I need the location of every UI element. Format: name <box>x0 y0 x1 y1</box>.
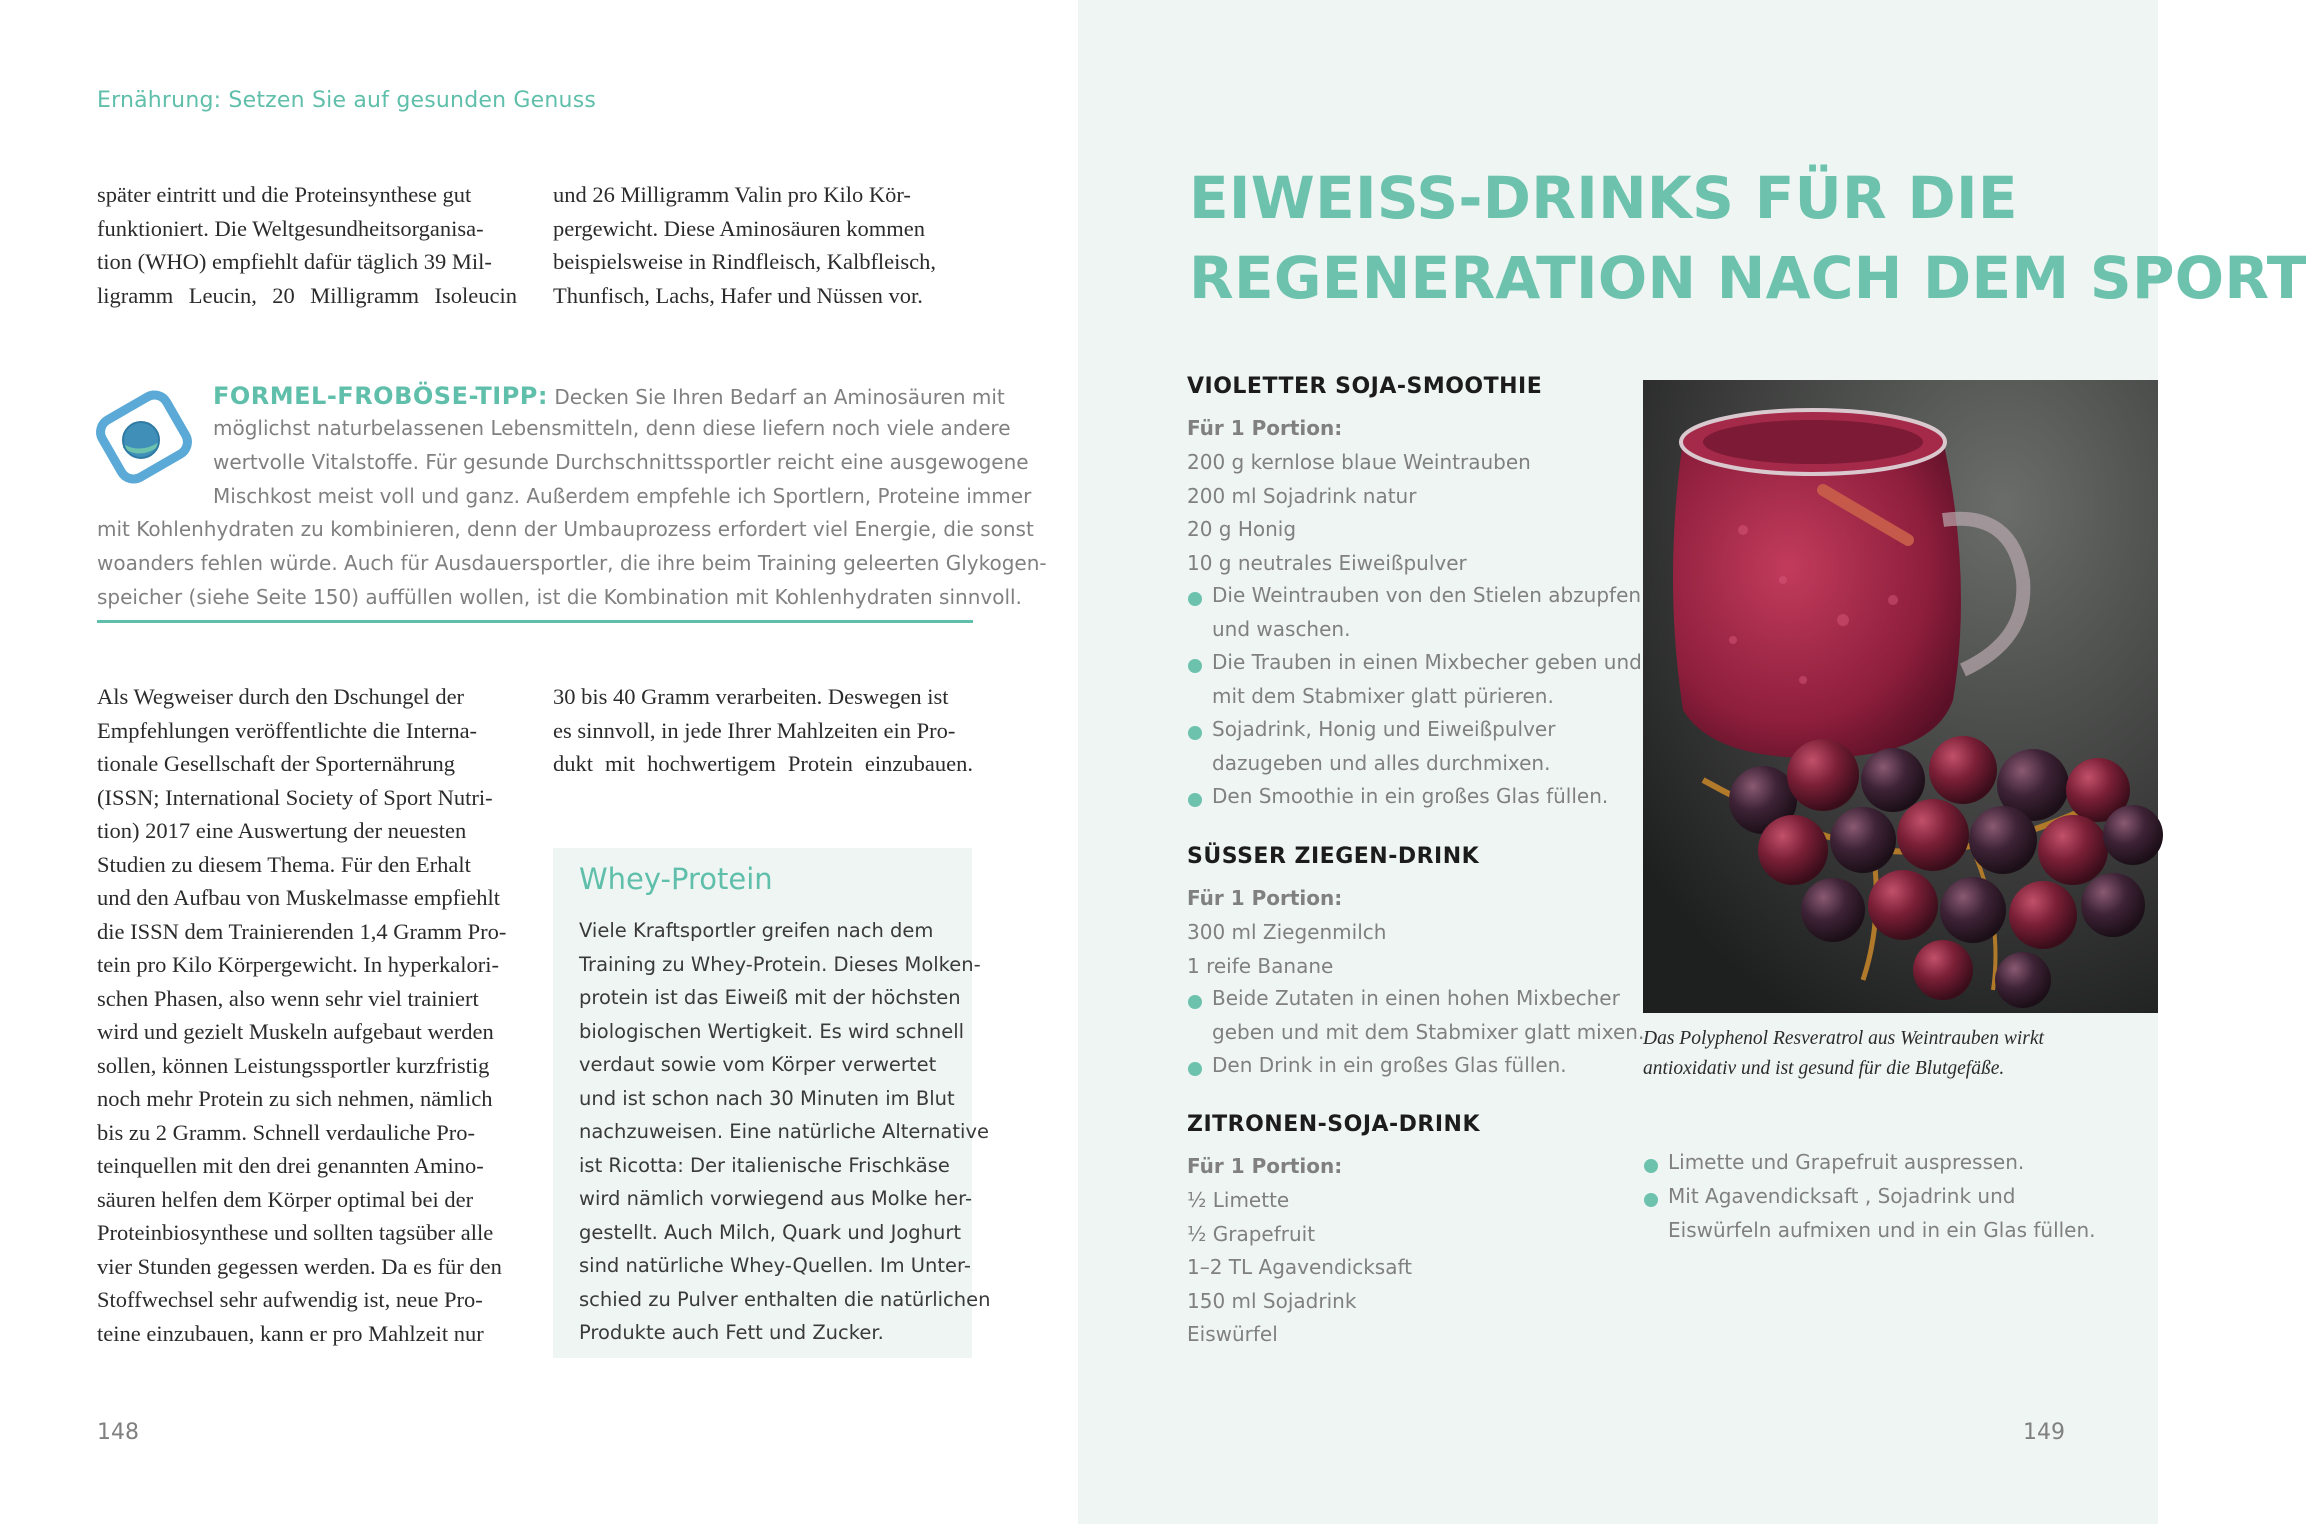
text-line: säuren helfen dem Körper optimal bei der <box>97 1186 474 1212</box>
text-line: verdaut sowie vom Körper verwertet <box>579 1053 937 1076</box>
bullet-icon <box>1644 1193 1658 1207</box>
whey-text <box>579 914 991 1350</box>
text-line: teinquellen mit den drei genannten Amino- <box>97 1153 484 1178</box>
step <box>1668 1180 2096 1247</box>
text-line: beispielsweise in Rindfleisch, Kalbfleisch, <box>553 249 937 274</box>
step <box>1212 780 1608 814</box>
text-line: Viele Kraftsportler greifen nach dem <box>579 919 934 942</box>
step-line: Mit Agavendicksaft , Sojadrink und <box>1668 1184 2016 1208</box>
step <box>1212 646 1642 713</box>
text-line: teine einzubauen, kann er pro Mahlzeit nur <box>97 1320 484 1346</box>
step <box>1212 1049 1567 1083</box>
step-line: geben und mit dem Stabmixer glatt mixen. <box>1212 1019 1645 1044</box>
text-line: sollen, können Leistungssportler kurzfristig <box>97 1052 490 1078</box>
step-line: Den Smoothie in ein großes Glas füllen. <box>1212 784 1609 808</box>
bullet-icon <box>1188 793 1202 807</box>
top-text-column-1 <box>97 178 517 312</box>
text-line: schen Phasen, also wenn sehr viel trainiert <box>97 985 479 1011</box>
text-line: Studien zu diesem Thema. Für den Erhalt <box>97 851 471 877</box>
page-number-right: 149 <box>2023 1420 2065 1445</box>
ingredient: 200 g kernlose blaue Weintrauben <box>1187 450 1531 474</box>
recipe-title-zitronen-soja-drink: ZITRONEN-SOJA-DRINK <box>1187 1112 1481 1137</box>
headline <box>1189 158 2307 318</box>
bullet-icon <box>1188 1062 1202 1076</box>
ingredient: 1 reife Banane <box>1187 954 1334 978</box>
text-line: Als Wegweiser durch den Dschungel der <box>97 684 465 709</box>
top-text-column-2 <box>553 178 973 312</box>
step-line: Eiswürfeln aufmixen und in ein Glas füllen. <box>1668 1217 2096 1242</box>
tip-box <box>97 372 1047 623</box>
whey-title: Whey-Protein <box>579 862 773 896</box>
right-page <box>1078 0 2307 1524</box>
running-head: Ernährung: Setzen Sie auf gesunden Genuss <box>97 88 597 113</box>
text-line: ligramm Leucin, 20 Milligramm Isoleucin <box>97 282 517 308</box>
ingredient: 10 g neutrales Eiweißpulver <box>1187 551 1467 575</box>
tip-line-2: möglichst naturbelassenen Lebensmitteln, denn diese liefern noch viele andere <box>213 416 1011 440</box>
page-number-left: 148 <box>97 1420 139 1445</box>
step-line: dazugeben und alles durchmixen. <box>1212 750 1551 775</box>
text-line: Empfehlungen veröffentlichte die Interna- <box>97 717 478 743</box>
ingredient: 20 g Honig <box>1187 517 1297 541</box>
main-text-column-1 <box>97 680 517 1350</box>
text-line: noch mehr Protein zu sich nehmen, nämlich <box>97 1086 493 1111</box>
text-line: wird nämlich vorwiegend aus Molke her- <box>579 1187 972 1210</box>
ingredient: ½ Limette <box>1187 1188 1290 1212</box>
ingredient: Eiswürfel <box>1187 1322 1278 1346</box>
bullet-icon <box>1188 995 1202 1009</box>
text-line: tion (WHO) empfiehlt dafür täglich 39 Mil- <box>97 249 492 274</box>
tip-text: Decken Sie Ihren Bedarf an Aminosäuren mit <box>554 385 1005 409</box>
text-line: (ISSN; International Society of Sport Nutri- <box>97 784 493 810</box>
text-line: pergewicht. Diese Aminosäuren kommen <box>553 215 925 241</box>
photo-caption <box>1643 1024 2123 1084</box>
bullet-icon <box>1644 1159 1658 1173</box>
main-text-column-2 <box>553 680 973 781</box>
headline-line-1: EIWEISS-DRINKS FÜR DIE <box>1189 164 2018 232</box>
whey-protein-box <box>553 848 991 1358</box>
caption-line: Das Polyphenol Resveratrol aus Weintrauben wirkt <box>1643 1028 2044 1049</box>
text-line: ist Ricotta: Der italienische Frischkäse <box>579 1153 950 1177</box>
step <box>1212 982 1644 1049</box>
ingredient: 150 ml Sojadrink <box>1187 1289 1357 1313</box>
text-line: bis zu 2 Gramm. Schnell verdauliche Pro- <box>97 1119 476 1145</box>
ingredient: ½ Grapefruit <box>1187 1222 1316 1246</box>
text-line: tionale Gesellschaft der Sporternährung <box>97 751 456 776</box>
text-line: nachzuweisen. Eine natürliche Alternative <box>579 1120 989 1143</box>
bullet-icon <box>1188 726 1202 740</box>
caption-line: antioxidativ und ist gesund für die Blutgefäße. <box>1643 1058 2005 1079</box>
smoothie-photo <box>1643 380 2158 1013</box>
text-line: 30 bis 40 Gramm verarbeiten. Deswegen ist <box>553 684 949 709</box>
step-line: Sojadrink, Honig und Eiweißpulver <box>1212 717 1556 741</box>
ingredient: 300 ml Ziegenmilch <box>1187 920 1387 944</box>
portion-label: Für 1 Portion: <box>1187 886 1343 910</box>
text-line: Stoffwechsel sehr aufwendig ist, neue Pro- <box>97 1287 483 1312</box>
portion-label: Für 1 Portion: <box>1187 416 1343 440</box>
step-line: Den Drink in ein großes Glas füllen. <box>1212 1053 1567 1077</box>
text-line: gestellt. Auch Milch, Quark und Joghurt <box>579 1220 962 1244</box>
portion-label: Für 1 Portion: <box>1187 1154 1343 1178</box>
text-line: schied zu Pulver enthalten die natürlichen <box>579 1287 991 1311</box>
tip-line-1 <box>213 382 1005 410</box>
smoothie-grapes-image <box>1643 380 2158 1013</box>
tip-line-3: wertvolle Vitalstoffe. Für gesunde Durchschnittssportler reicht eine ausgewogene <box>213 450 1029 474</box>
step-line: mit dem Stabmixer glatt pürieren. <box>1212 683 1554 708</box>
step <box>1212 713 1555 780</box>
bullet-icon <box>1188 592 1202 606</box>
text-line: die ISSN dem Trainierenden 1,4 Gramm Pro- <box>97 918 507 944</box>
text-line: und 26 Milligramm Valin pro Kilo Kör- <box>553 182 911 207</box>
ingredient: 200 ml Sojadrink natur <box>1187 484 1417 508</box>
text-line: und ist schon nach 30 Minuten im Blut <box>579 1086 955 1110</box>
text-line: sind natürliche Whey-Quellen. Im Unter- <box>579 1254 971 1277</box>
text-line: vier Stunden gegessen werden. Da es für den <box>97 1253 502 1279</box>
recipe-title-suesser-ziegen-drink: SÜSSER ZIEGEN-DRINK <box>1187 844 1480 869</box>
text-line: wird und gezielt Muskeln aufgebaut werden <box>97 1019 494 1044</box>
step-line: Die Weintrauben von den Stielen abzupfen <box>1212 583 1642 607</box>
scale-logo-icon <box>89 382 199 492</box>
step-line: Limette und Grapefruit auspressen. <box>1668 1150 2025 1174</box>
tip-line-7: speicher (siehe Seite 150) auffüllen wollen, ist die Kombination mit Kohlenhydraten sinnvoll. <box>97 585 1022 609</box>
tip-line-4: Mischkost meist voll und ganz. Außerdem empfehle ich Sportlern, Proteine immer <box>213 484 1032 508</box>
step-line: Beide Zutaten in einen hohen Mixbecher <box>1212 986 1620 1010</box>
step <box>1668 1146 2024 1180</box>
text-line: und den Aufbau von Muskelmasse empfiehlt <box>97 885 501 910</box>
text-line: funktioniert. Die Weltgesundheitsorganisa- <box>97 215 484 241</box>
text-line: Training zu Whey-Protein. Dieses Molken- <box>579 952 981 976</box>
ingredient: 1–2 TL Agavendicksaft <box>1187 1255 1413 1279</box>
text-line: protein ist das Eiweiß mit der höchsten <box>579 986 961 1009</box>
tip-line-5: mit Kohlenhydraten zu kombinieren, denn der Umbauprozess erfordert viel Energie, die sonst <box>97 517 1034 541</box>
text-line: dukt mit hochwertigem Protein einzubauen. <box>553 751 973 776</box>
text-line: Produkte auch Fett und Zucker. <box>579 1321 884 1344</box>
text-line: es sinnvoll, in jede Ihrer Mahlzeiten ein Pro- <box>553 717 956 743</box>
text-line: tein pro Kilo Körpergewicht. In hyperkalori- <box>97 952 499 977</box>
text-line: später eintritt und die Proteinsynthese gut <box>97 182 472 207</box>
text-line: Thunfisch, Lachs, Hafer und Nüssen vor. <box>553 282 923 308</box>
text-line: biologischen Wertigkeit. Es wird schnell <box>579 1019 965 1043</box>
tip-line-6: woanders fehlen würde. Auch für Ausdauersportler, die ihre beim Training geleerten Glykogen- <box>97 551 1047 575</box>
bullet-icon <box>1188 659 1202 673</box>
step-line: Die Trauben in einen Mixbecher geben und <box>1212 650 1642 674</box>
left-page <box>0 0 1078 1524</box>
step <box>1212 579 1641 646</box>
step-line: und waschen. <box>1212 616 1351 641</box>
text-line: tion) 2017 eine Auswertung der neuesten <box>97 818 467 843</box>
recipe-title-violetter-soja-smoothie: VIOLETTER SOJA-SMOOTHIE <box>1187 374 1543 399</box>
text-line: Proteinbiosynthese und sollten tagsüber alle <box>97 1220 494 1245</box>
tip-label: FORMEL-FROBÖSE-TIPP: <box>213 382 548 410</box>
headline-line-2: REGENERATION NACH DEM SPORT <box>1189 244 2307 312</box>
